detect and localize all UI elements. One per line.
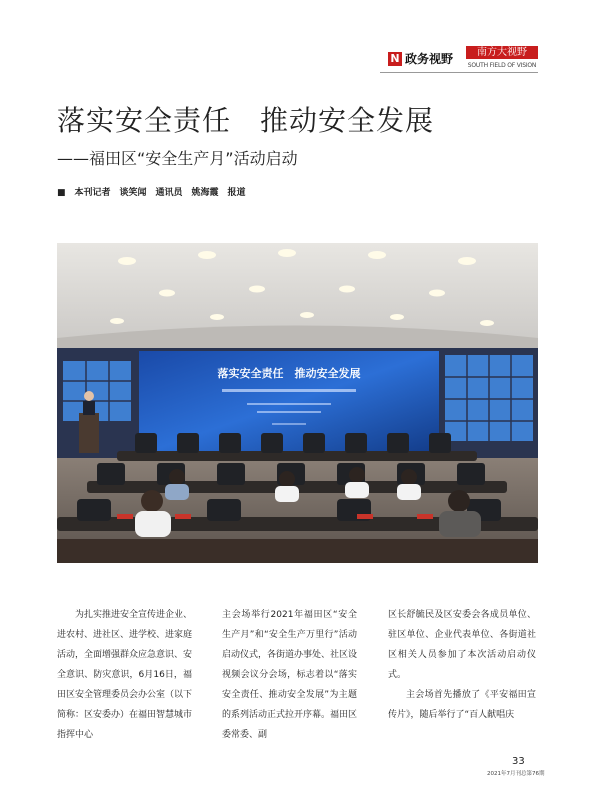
event-photo	[57, 243, 538, 563]
body-column-2	[222, 605, 357, 745]
body-paragraph: 主会场举行2021年福田区“安全生产月”和“安全生产万里行”活动启动仪式，各街道办事处、社区设视频会议分会场，标志着以“落实安全责任、推动安全发展”为主题的系列活动正式拉开序幕。福田区委常委、副	[222, 610, 358, 740]
conference-hall-illustration	[57, 243, 538, 563]
magazine-logo-icon: N	[388, 52, 402, 66]
article-subtitle: ——福田区“安全生产月”活动启动	[57, 149, 298, 168]
article-title: 落实安全责任 推动安全发展	[57, 104, 435, 137]
body-paragraph: 主会场首先播放了《平安福田宣传片》，随后举行了“百人献唱庆	[388, 690, 536, 720]
header-divider	[380, 72, 538, 73]
screen-title: 落实安全责任 推动安全发展	[217, 367, 361, 380]
body-column-3	[388, 605, 536, 725]
column-name-en: SOUTH FIELD OF VISION	[467, 62, 537, 69]
section-name: 政务视野	[405, 52, 454, 66]
column-name: 南方大视野	[466, 46, 538, 59]
article-byline: ■ 本刊记者 谈笑闻 通讯员 姚海霞 报道	[57, 188, 246, 198]
issue-info: 2021年7月刊总第76期	[487, 771, 545, 777]
page-number: 33	[512, 756, 525, 767]
section-header	[380, 46, 538, 74]
body-paragraph: 区长舒毓民及区安委会各成员单位、驻区单位、企业代表单位、各街道社区相关人员参加了本次活动启动仪式。	[388, 610, 536, 680]
body-column-1	[57, 605, 192, 745]
body-paragraph: 为扎实推进安全宣传进企业、进农村、进社区、进学校、进家庭活动，全面增强群众应急意识、安全意识、防灾意识，6月16日，福田区安全管理委员会办公室（以下简称：区安委办）在福田智慧城市指挥中心	[57, 610, 193, 740]
